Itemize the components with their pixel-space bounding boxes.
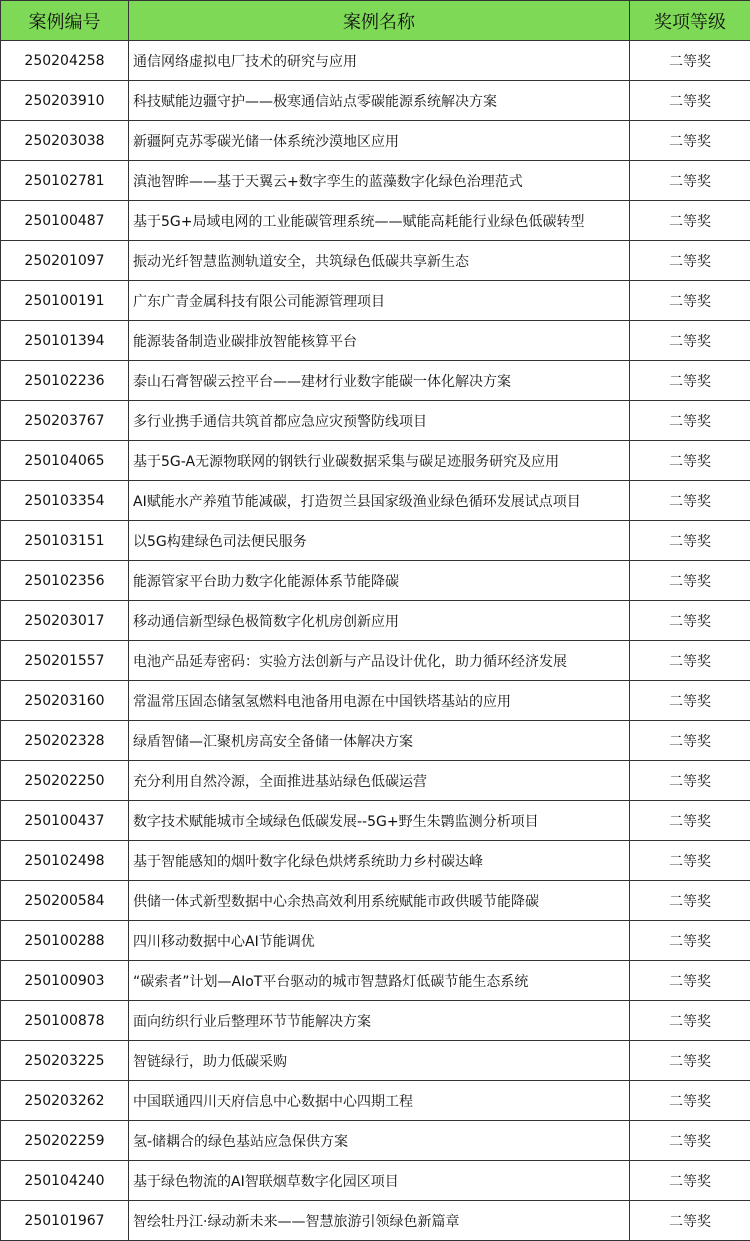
case-id-cell: 250203038 bbox=[1, 121, 129, 161]
table-row bbox=[1, 1201, 750, 1241]
table-row bbox=[1, 1121, 750, 1161]
case-id-cell: 250104240 bbox=[1, 1161, 129, 1201]
table-row bbox=[1, 1001, 750, 1041]
case-name-cell: 中国联通四川天府信息中心数据中心四期工程 bbox=[129, 1081, 630, 1121]
table-row bbox=[1, 281, 750, 321]
award-level-cell: 二等奖 bbox=[630, 441, 750, 481]
table-row bbox=[1, 801, 750, 841]
award-level-cell: 二等奖 bbox=[630, 281, 750, 321]
table-row bbox=[1, 601, 750, 641]
award-level-cell: 二等奖 bbox=[630, 1161, 750, 1201]
award-level-cell: 二等奖 bbox=[630, 1041, 750, 1081]
case-id-cell: 250203017 bbox=[1, 601, 129, 641]
case-id-cell: 250100903 bbox=[1, 961, 129, 1001]
case-name-cell: 泰山石膏智碳云控平台——建材行业数字能碳一体化解决方案 bbox=[129, 361, 630, 401]
case-name-cell: 移动通信新型绿色极简数字化机房创新应用 bbox=[129, 601, 630, 641]
case-name-cell: 能源装备制造业碳排放智能核算平台 bbox=[129, 321, 630, 361]
case-id-cell: 250202250 bbox=[1, 761, 129, 801]
case-name-cell: 多行业携手通信共筑首都应急应灾预警防线项目 bbox=[129, 401, 630, 441]
case-name-cell: 智链绿行，助力低碳采购 bbox=[129, 1041, 630, 1081]
case-id-cell: 250103354 bbox=[1, 481, 129, 521]
table-row bbox=[1, 201, 750, 241]
case-id-cell: 250204258 bbox=[1, 41, 129, 81]
case-name-cell: 常温常压固态储氢氢燃料电池备用电源在中国铁塔基站的应用 bbox=[129, 681, 630, 721]
case-name-cell: “碳索者”计划—AIoT平台驱动的城市智慧路灯低碳节能生态系统 bbox=[129, 961, 630, 1001]
case-name-cell: 通信网络虚拟电厂技术的研究与应用 bbox=[129, 41, 630, 81]
award-level-cell: 二等奖 bbox=[630, 41, 750, 81]
case-name-cell: 基于5G-A无源物联网的钢铁行业碳数据采集与碳足迹服务研究及应用 bbox=[129, 441, 630, 481]
case-name-cell: 面向纺织行业后整理环节节能解决方案 bbox=[129, 1001, 630, 1041]
case-name-cell: 基于智能感知的烟叶数字化绿色烘烤系统助力乡村碳达峰 bbox=[129, 841, 630, 881]
award-level-cell: 二等奖 bbox=[630, 481, 750, 521]
case-id-cell: 250104065 bbox=[1, 441, 129, 481]
table-row bbox=[1, 41, 750, 81]
table-row bbox=[1, 961, 750, 1001]
award-level-cell: 二等奖 bbox=[630, 241, 750, 281]
case-id-cell: 250203225 bbox=[1, 1041, 129, 1081]
award-level-cell: 二等奖 bbox=[630, 561, 750, 601]
case-id-cell: 250102356 bbox=[1, 561, 129, 601]
table-row bbox=[1, 1081, 750, 1121]
award-level-cell: 二等奖 bbox=[630, 1201, 750, 1241]
case-name-cell: 能源管家平台助力数字化能源体系节能降碳 bbox=[129, 561, 630, 601]
award-level-cell: 二等奖 bbox=[630, 401, 750, 441]
case-name-cell: 以5G构建绿色司法便民服务 bbox=[129, 521, 630, 561]
table-body bbox=[1, 41, 750, 1241]
case-id-cell: 250202259 bbox=[1, 1121, 129, 1161]
table-row bbox=[1, 321, 750, 361]
table-row bbox=[1, 881, 750, 921]
case-id-cell: 250101394 bbox=[1, 321, 129, 361]
award-level-cell: 二等奖 bbox=[630, 961, 750, 1001]
header-case-name: 案例名称 bbox=[129, 1, 630, 41]
table-row bbox=[1, 241, 750, 281]
case-id-cell: 250203262 bbox=[1, 1081, 129, 1121]
table-row bbox=[1, 161, 750, 201]
award-level-cell: 二等奖 bbox=[630, 161, 750, 201]
award-level-cell: 二等奖 bbox=[630, 761, 750, 801]
case-name-cell: 四川移动数据中心AI节能调优 bbox=[129, 921, 630, 961]
case-name-cell: 数字技术赋能城市全域绿色低碳发展--5G+野生朱鹮监测分析项目 bbox=[129, 801, 630, 841]
case-name-cell: 充分利用自然冷源，全面推进基站绿色低碳运营 bbox=[129, 761, 630, 801]
header-award-level: 奖项等级 bbox=[630, 1, 750, 41]
case-id-cell: 250102781 bbox=[1, 161, 129, 201]
case-name-cell: 新疆阿克苏零碳光储一体系统沙漠地区应用 bbox=[129, 121, 630, 161]
award-level-cell: 二等奖 bbox=[630, 361, 750, 401]
case-name-cell: AI赋能水产养殖节能减碳，打造贺兰县国家级渔业绿色循环发展试点项目 bbox=[129, 481, 630, 521]
award-level-cell: 二等奖 bbox=[630, 641, 750, 681]
award-level-cell: 二等奖 bbox=[630, 81, 750, 121]
award-level-cell: 二等奖 bbox=[630, 721, 750, 761]
table-row bbox=[1, 761, 750, 801]
case-id-cell: 250102236 bbox=[1, 361, 129, 401]
case-id-cell: 250102498 bbox=[1, 841, 129, 881]
table-row bbox=[1, 481, 750, 521]
award-level-cell: 二等奖 bbox=[630, 921, 750, 961]
table-row bbox=[1, 401, 750, 441]
table-row bbox=[1, 1161, 750, 1201]
case-name-cell: 基于绿色物流的AI智联烟草数字化园区项目 bbox=[129, 1161, 630, 1201]
table-row bbox=[1, 521, 750, 561]
case-name-cell: 科技赋能边疆守护——极寒通信站点零碳能源系统解决方案 bbox=[129, 81, 630, 121]
case-name-cell: 基于5G+局域电网的工业能碳管理系统——赋能高耗能行业绿色低碳转型 bbox=[129, 201, 630, 241]
case-name-cell: 电池产品延寿密码：实验方法创新与产品设计优化，助力循环经济发展 bbox=[129, 641, 630, 681]
table-header-row bbox=[1, 1, 750, 41]
award-level-cell: 二等奖 bbox=[630, 841, 750, 881]
table-row bbox=[1, 841, 750, 881]
case-id-cell: 250100191 bbox=[1, 281, 129, 321]
case-id-cell: 250103151 bbox=[1, 521, 129, 561]
case-id-cell: 250202328 bbox=[1, 721, 129, 761]
award-level-cell: 二等奖 bbox=[630, 881, 750, 921]
case-name-cell: 氢-储耦合的绿色基站应急保供方案 bbox=[129, 1121, 630, 1161]
case-id-cell: 250201097 bbox=[1, 241, 129, 281]
case-name-cell: 滇池智眸——基于天翼云+数字孪生的蓝藻数字化绿色治理范式 bbox=[129, 161, 630, 201]
award-level-cell: 二等奖 bbox=[630, 1121, 750, 1161]
table-row bbox=[1, 81, 750, 121]
table-row bbox=[1, 441, 750, 481]
table-row bbox=[1, 921, 750, 961]
case-id-cell: 250100288 bbox=[1, 921, 129, 961]
table-row bbox=[1, 361, 750, 401]
table-row bbox=[1, 561, 750, 601]
case-id-cell: 250100878 bbox=[1, 1001, 129, 1041]
award-level-cell: 二等奖 bbox=[630, 121, 750, 161]
case-id-cell: 250203910 bbox=[1, 81, 129, 121]
award-level-cell: 二等奖 bbox=[630, 681, 750, 721]
award-level-cell: 二等奖 bbox=[630, 1081, 750, 1121]
award-level-cell: 二等奖 bbox=[630, 321, 750, 361]
award-level-cell: 二等奖 bbox=[630, 1001, 750, 1041]
table-row bbox=[1, 681, 750, 721]
case-id-cell: 250100487 bbox=[1, 201, 129, 241]
case-id-cell: 250101967 bbox=[1, 1201, 129, 1241]
case-id-cell: 250200584 bbox=[1, 881, 129, 921]
award-level-cell: 二等奖 bbox=[630, 201, 750, 241]
table-row bbox=[1, 641, 750, 681]
case-name-cell: 智绘牡丹江·绿动新未来——智慧旅游引领绿色新篇章 bbox=[129, 1201, 630, 1241]
case-id-cell: 250203160 bbox=[1, 681, 129, 721]
table-row bbox=[1, 121, 750, 161]
case-id-cell: 250100437 bbox=[1, 801, 129, 841]
case-id-cell: 250203767 bbox=[1, 401, 129, 441]
case-name-cell: 广东广青金属科技有限公司能源管理项目 bbox=[129, 281, 630, 321]
table-row bbox=[1, 721, 750, 761]
award-level-cell: 二等奖 bbox=[630, 801, 750, 841]
case-name-cell: 供储一体式新型数据中心余热高效利用系统赋能市政供暖节能降碳 bbox=[129, 881, 630, 921]
header-case-id: 案例编号 bbox=[1, 1, 129, 41]
award-level-cell: 二等奖 bbox=[630, 601, 750, 641]
case-name-cell: 绿盾智储—汇聚机房高安全备储一体解决方案 bbox=[129, 721, 630, 761]
award-level-cell: 二等奖 bbox=[630, 521, 750, 561]
case-id-cell: 250201557 bbox=[1, 641, 129, 681]
case-name-cell: 振动光纤智慧监测轨道安全，共筑绿色低碳共享新生态 bbox=[129, 241, 630, 281]
table-row bbox=[1, 1041, 750, 1081]
